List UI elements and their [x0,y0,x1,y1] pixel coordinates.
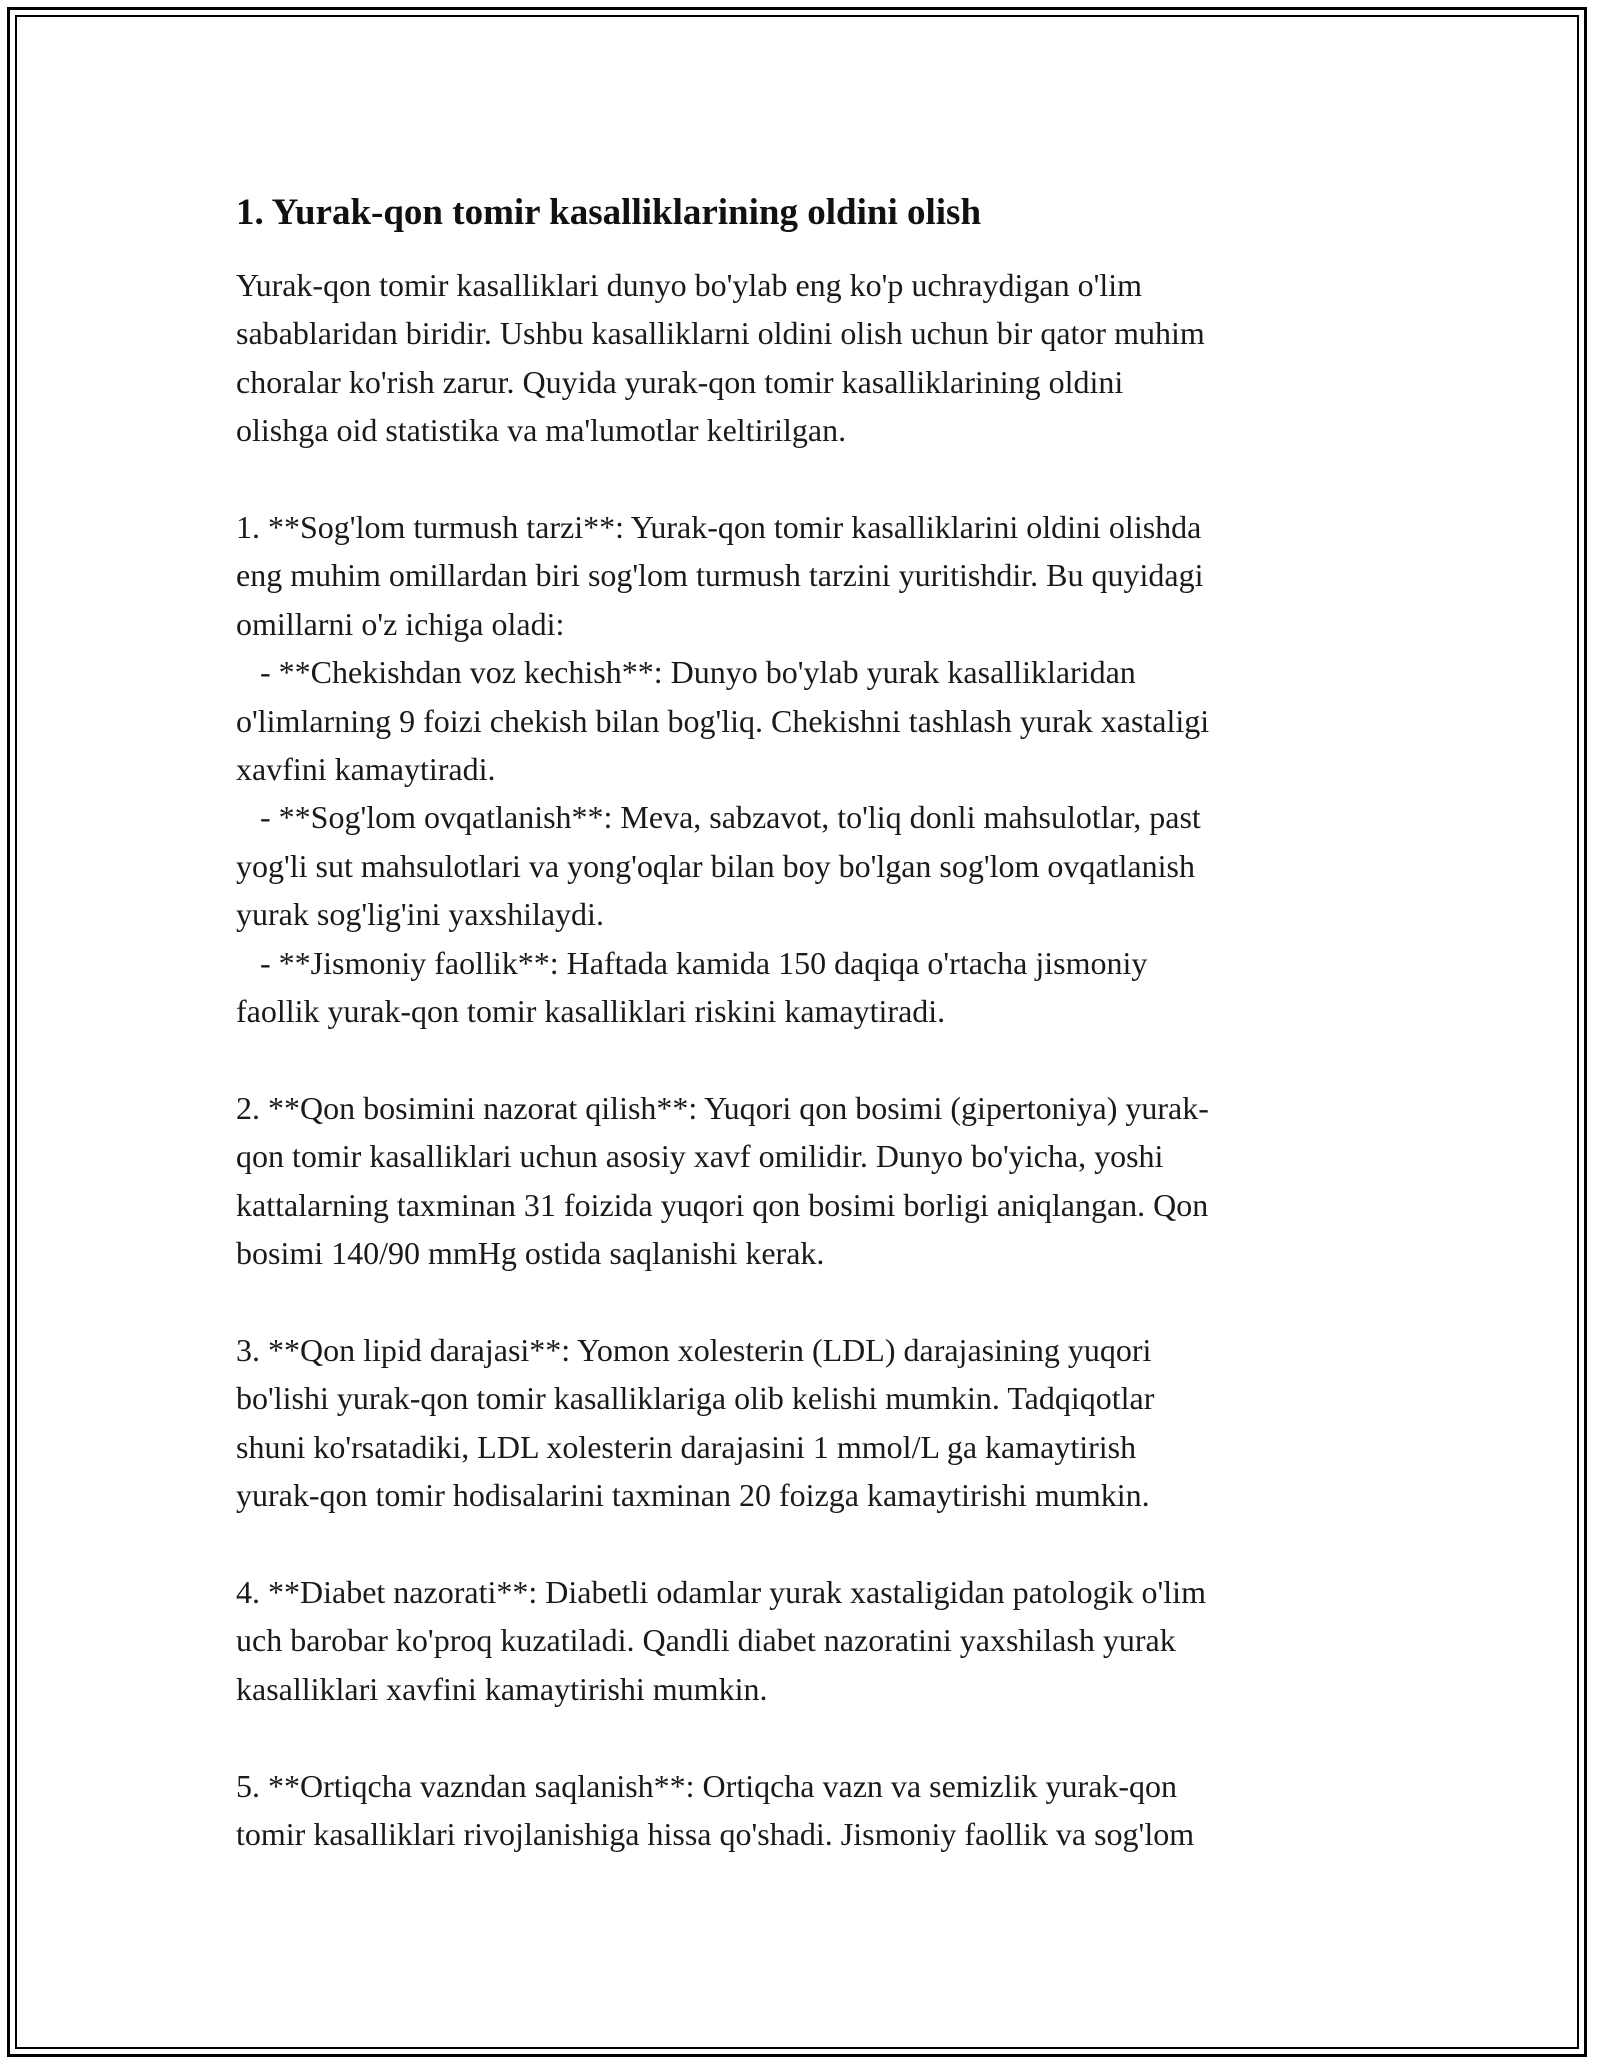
document-body [236,185,1386,1858]
text-line: Yurak-qon tomir kasalliklari dunyo bo'ylab eng ko'p uchraydigan o'lim [236,267,1142,303]
paragraph-gap [236,1713,1386,1761]
text-line: 2. **Qon bosimini nazorat qilish**: Yuqori qon bosimi (gipertoniya) yurak- [236,1089,1209,1126]
text-line: kattalarning taxminan 31 foizida yuqori qon bosimi borligi aniqlangan. Qon [236,1186,1209,1223]
section-lipid-level [236,1326,1386,1520]
text-line: - **Jismoniy faollik**: Haftada kamida 150 daqiqa o'rtacha jismoniy [236,944,1148,981]
section-blood-pressure [236,1084,1386,1278]
text-line: olishga oid statistika va ma'lumotlar keltirilgan. [236,412,847,449]
paragraph-gap [236,1035,1386,1083]
text-line: qon tomir kasalliklari uchun asosiy xavf omilidir. Dunyo bo'yicha, yoshi [236,1138,1164,1175]
text-line: tomir kasalliklari rivojlanishiga hissa qo'shadi. Jismoniy faollik va sog'lom [236,1815,1195,1852]
page-title: 1. Yurak-qon tomir kasalliklarining oldini olish [236,192,982,233]
section-weight-control [236,1762,1386,1859]
text-line: shuni ko'rsatadiki, LDL xolesterin darajasini 1 mmol/L ga kamaytirish [236,1428,1137,1465]
text-line: - **Chekishdan voz kechish**: Dunyo bo'ylab yurak kasalliklaridan [236,654,1136,691]
text-line: 3. **Qon lipid darajasi**: Yomon xolesterin (LDL) darajasining yuqori [236,1331,1152,1368]
text-line: 1. **Sog'lom turmush tarzi**: Yurak-qon tomir kasalliklarini oldini olishda [236,509,1202,546]
text-line: sabablaridan biridir. Ushbu kasalliklarni oldini olish uchun bir qator muhim [236,315,1205,352]
text-line: kasalliklari xavfini kamaytirishi mumkin. [236,1670,768,1707]
text-line: faollik yurak-qon tomir kasalliklari riskini kamaytiradi. [236,993,946,1030]
text-line: choralar ko'rish zarur. Quyida yurak-qon tomir kasalliklarining oldini [236,363,1124,400]
section-healthy-lifestyle [236,503,1386,1035]
paragraph-gap [236,1278,1386,1326]
text-line: 4. **Diabet nazorati**: Diabetli odamlar yurak xastaligidan patologik o'lim [236,1573,1206,1610]
text-line: bo'lishi yurak-qon tomir kasalliklariga olib kelishi mumkin. Tadqiqotlar [236,1380,1155,1417]
text-line: o'limlarning 9 foizi chekish bilan bog'liq. Chekishni tashlash yurak xastaligi [236,702,1210,739]
section-diabetes-control [236,1568,1386,1713]
text-line: yurak sog'lig'ini yaxshilaydi. [236,896,604,933]
intro-paragraph [236,261,1386,455]
text-line: yurak-qon tomir hodisalarini taxminan 20 foizga kamaytirishi mumkin. [236,1477,1150,1514]
text-line: xavfini kamaytiradi. [236,751,496,788]
paragraph-gap [236,1520,1386,1568]
text-line: omillarni o'z ichiga oladi: [236,605,565,642]
text-line: bosimi 140/90 mmHg ostida saqlanishi kerak. [236,1235,825,1272]
text-line: uch barobar ko'proq kuzatiladi. Qandli diabet nazoratini yaxshilash yurak [236,1622,1176,1659]
text-line: - **Sog'lom ovqatlanish**: Meva, sabzavot, to'liq donli mahsulotlar, past [236,799,1201,836]
text-line: yog'li sut mahsulotlari va yong'oqlar bilan boy bo'lgan sog'lom ovqatlanish [236,847,1195,884]
text-line: 5. **Ortiqcha vazndan saqlanish**: Ortiqcha vazn va semizlik yurak-qon [236,1767,1178,1804]
paragraph-gap [236,455,1386,503]
text-line: eng muhim omillardan biri sog'lom turmush tarzini yuritishdir. Bu quyidagi [236,557,1204,594]
